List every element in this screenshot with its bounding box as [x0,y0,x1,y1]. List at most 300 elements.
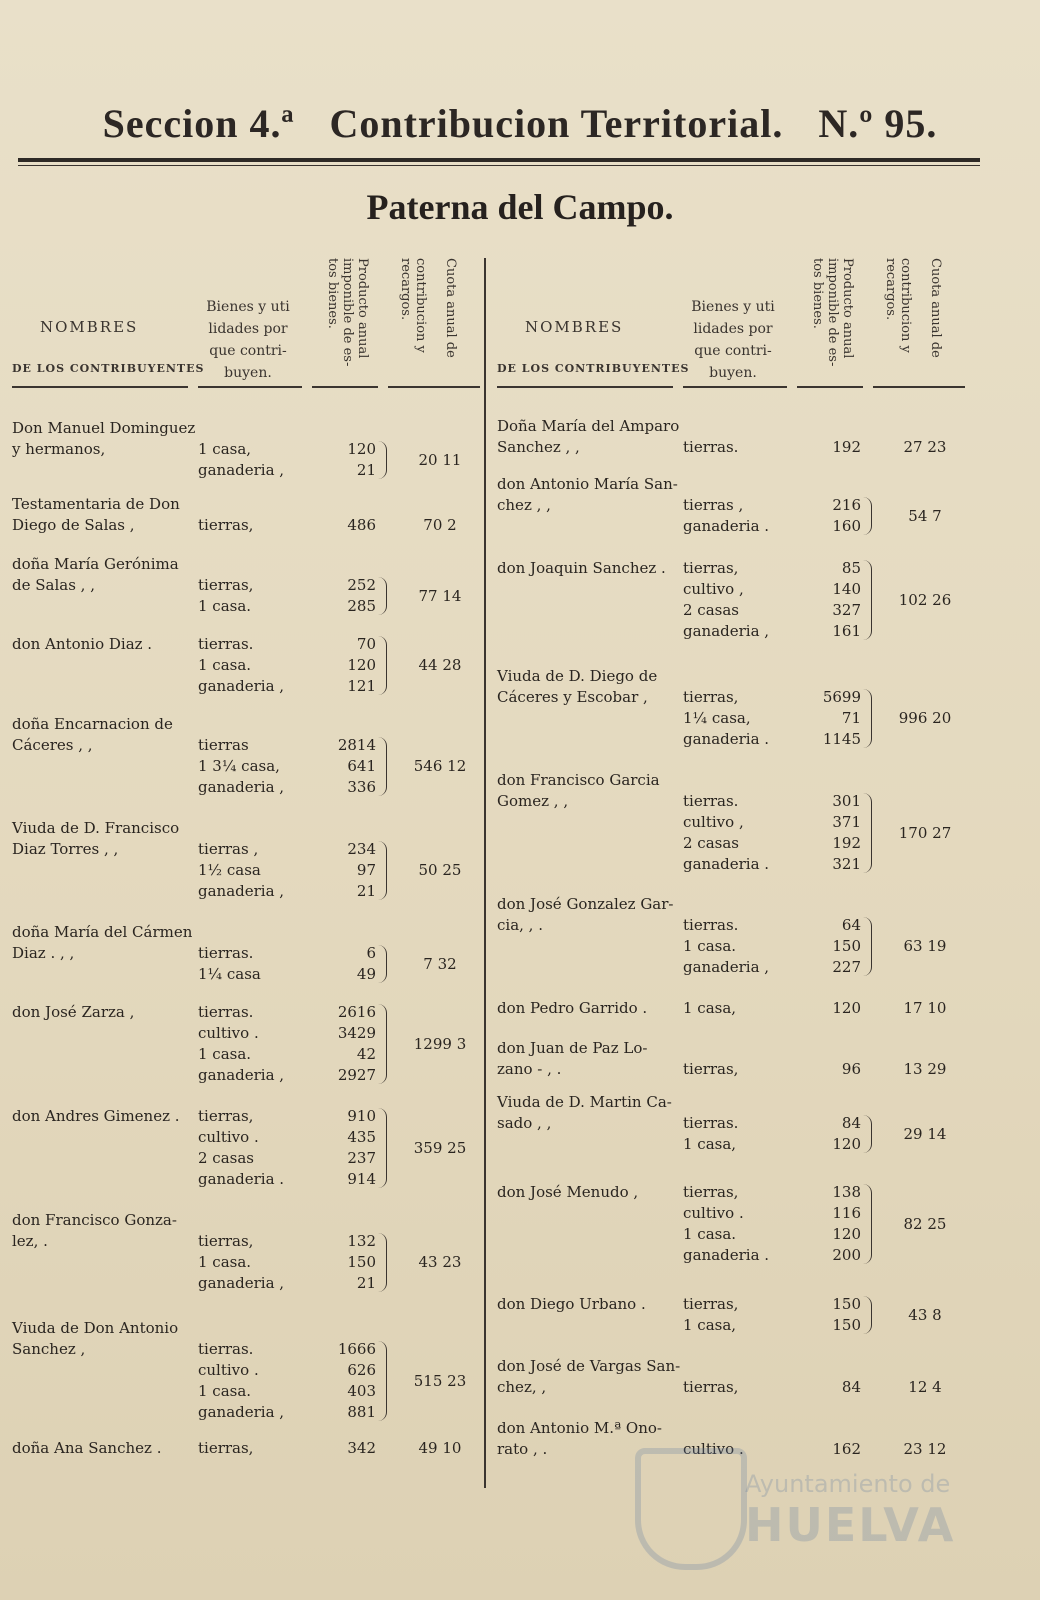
product-value: 234 [347,840,376,858]
annual-quota: 43 23 [418,1253,462,1271]
property-item: 1 casa, [683,999,737,1017]
header-underline [497,386,673,388]
product-value: 342 [347,1439,376,1457]
property-item: ganaderia . [683,730,770,748]
product-values [320,943,376,985]
grouping-brace [378,737,387,796]
property-item: 1¼ casa [198,965,261,983]
product-value: 160 [832,517,861,535]
contributor-name [12,1438,192,1459]
grouping-brace [378,945,387,983]
table-header [495,258,985,408]
property-item: tierras, [198,1439,254,1457]
product-value: 285 [347,597,376,615]
property-item: tierras. [198,635,254,653]
product-value: 2616 [337,1003,376,1021]
property-items [198,1106,318,1190]
product-values [805,1294,861,1336]
property-items [683,437,803,458]
product-value: 641 [347,757,376,775]
header-contribuyentes: DE LOS CONTRIBUYENTES [12,362,205,375]
grouping-brace [863,917,872,976]
product-values [320,1002,376,1086]
product-values [805,437,861,458]
product-value: 200 [832,1246,861,1264]
product-values [805,558,861,642]
header-rule-thin [18,165,980,166]
contributor-name [12,494,192,536]
property-items [683,915,803,978]
header-bienes-line: Bienes y uti [691,299,775,315]
contributor-name-line: don Pedro Garrido . [497,999,648,1017]
product-value: 403 [347,1382,376,1400]
grouping-brace [863,497,872,535]
property-item: tierras , [683,496,744,514]
product-value: 150 [832,1316,861,1334]
contributor-name [12,418,196,460]
product-value: 21 [356,1274,376,1292]
annual-quota: 27 23 [903,438,947,456]
header-nombres: NOMBRES [525,318,624,336]
property-item: ganaderia , [683,958,770,976]
product-value: 120 [347,656,376,674]
product-value: 116 [832,1204,861,1222]
product-values [320,839,376,902]
property-item: ganaderia , [198,677,285,695]
contributor-name [497,666,677,708]
annual-quota: 43 8 [908,1305,942,1324]
property-item: 1 casa, [683,1316,737,1334]
contributor-name-line: Viuda de D. Diego de [497,667,658,685]
property-item: 2 casas [683,601,739,619]
product-value: 161 [832,622,861,640]
product-value: 70 [356,635,376,653]
product-value: 910 [347,1107,376,1125]
header-contribucion: contribucion y recargos. [398,258,428,353]
grouping-brace [863,689,872,748]
grouping-brace [378,441,387,479]
contributor-name-line: don José Zarza , [12,1003,135,1021]
contributor-name [12,1106,192,1127]
contributor-name-line: doña María del Cármen [12,923,193,941]
property-item: 1¼ casa, [683,709,751,727]
contributor-name-line: doña María Gerónima [12,555,179,573]
contributor-name [12,1002,192,1023]
contributor-name-line: Diaz Torres , , [12,840,119,858]
property-items [198,1231,318,1294]
property-items [198,634,318,697]
contributor-name [497,998,677,1019]
contributor-name-line: Cáceres y Escobar , [497,688,648,706]
annual-quota: 13 29 [903,1060,947,1078]
header-underline [388,386,480,388]
product-value: 914 [347,1170,376,1188]
property-items [683,495,803,537]
product-value: 120 [832,1135,861,1153]
product-values [805,1059,861,1080]
header-contribuyentes: DE LOS CONTRIBUYENTES [497,362,690,375]
contributor-name-line: Viuda de D. Martin Ca- [497,1093,672,1111]
product-value: 150 [347,1253,376,1271]
contributor-name-line: cia, , . [497,916,543,934]
annual-quota: 63 19 [903,937,947,955]
property-item: 1 casa. [198,656,252,674]
product-value: 120 [347,440,376,458]
property-items [198,1339,318,1423]
product-values [805,791,861,875]
header-bienes [198,296,298,384]
table-header [10,258,500,408]
annual-quota: 170 27 [898,823,952,842]
contributor-name [497,474,677,516]
header-bienes-line: lidades por [208,321,288,337]
contributor-name-line: don Antonio Diaz . [12,635,153,653]
contributor-name-line: y hermanos, [12,440,106,458]
property-item: tierras, [683,1060,739,1078]
product-value: 84 [841,1378,861,1396]
contributor-name-line: don Andres Gimenez . [12,1107,180,1125]
header-bienes-line: que contri- [694,343,772,359]
header-underline [12,386,188,388]
contributor-name-line: Cáceres , , [12,736,93,754]
property-item: ganaderia , [198,1403,285,1421]
property-items [683,1113,803,1155]
section-label: Seccion 4.ª [102,101,295,146]
contributor-name [12,818,192,860]
grouping-brace [378,1004,387,1084]
product-value: 301 [832,792,861,810]
property-item: tierras, [198,1232,254,1250]
property-item: 1 casa. [683,937,737,955]
product-value: 21 [356,882,376,900]
property-item: 1½ casa [198,861,261,879]
property-item: ganaderia . [198,1170,285,1188]
header-underline [683,386,787,388]
coat-of-arms-icon [635,1448,747,1570]
contributor-name-line: don Francisco Gonza- [12,1211,177,1229]
contributor-name-line: don Antonio María San- [497,475,678,493]
contributor-name-line: don José de Vargas San- [497,1357,681,1375]
contributor-name [497,1294,677,1315]
header-rule-thick [18,158,980,162]
property-items [198,839,318,902]
header-producto: Producto anual imponible de es- tos bienes. [325,258,370,367]
contributor-name [497,770,677,812]
left-table [10,258,500,1498]
property-item: tierras. [683,916,739,934]
product-values [320,1438,376,1459]
property-item: tierras, [683,1295,739,1313]
contributor-name [12,554,192,596]
header-bienes [683,296,783,384]
product-value: 2814 [337,736,376,754]
contributor-name-line: Diego de Salas , [12,516,135,534]
contributor-name [497,558,677,579]
contributor-name-line: rato , . [497,1440,548,1458]
property-item: ganaderia . [683,1246,770,1264]
property-items [683,687,803,750]
property-item: ganaderia , [683,622,770,640]
header-underline [797,386,863,388]
product-value: 120 [832,999,861,1017]
property-items [683,998,803,1019]
header-underline [873,386,965,388]
contributor-name-line: don Diego Urbano . [497,1295,646,1313]
property-items [683,1294,803,1336]
grouping-brace [378,577,387,615]
header-bienes-line: Bienes y uti [206,299,290,315]
product-values [320,439,376,481]
product-values [805,1377,861,1398]
property-item: tierras, [198,576,254,594]
contributor-name [12,922,192,964]
annual-quota: 82 25 [903,1214,947,1233]
contributor-name [497,1092,677,1134]
right-table [495,258,985,1498]
product-value: 3429 [337,1024,376,1042]
header-bienes-line: buyen. [224,365,272,381]
product-values [805,1182,861,1266]
product-value: 227 [832,958,861,976]
contributor-name-line: don José Menudo , [497,1183,639,1201]
contributor-name [497,1356,681,1398]
section-number: N.º 95. [818,101,938,146]
product-value: 327 [832,601,861,619]
contributor-name-line: doña Encarnacion de [12,715,173,733]
header-cuota: Cuota anual de [443,258,458,358]
grouping-brace [863,1115,872,1153]
product-value: 120 [832,1225,861,1243]
grouping-brace [378,1233,387,1292]
property-items [198,943,318,985]
contributor-name [12,714,192,756]
property-item: 1 casa, [198,440,252,458]
product-value: 371 [832,813,861,831]
grouping-brace [378,841,387,900]
contributor-name-line: Diaz . , , [12,944,75,962]
annual-quota: 17 10 [903,999,947,1017]
property-item: cultivo . [683,1204,744,1222]
watermark-line1: Ayuntamiento de [745,1470,951,1498]
property-item: ganaderia . [683,517,770,535]
property-items [683,1182,803,1266]
contributor-name [497,416,680,458]
annual-quota: 1299 3 [413,1034,467,1053]
annual-quota: 29 14 [903,1124,947,1143]
product-value: 216 [832,496,861,514]
header-producto: Producto anual imponible de es- tos bienes. [810,258,855,367]
product-value: 486 [347,516,376,534]
annual-quota: 49 10 [418,1439,462,1457]
column-divider [484,258,486,1488]
property-items [198,515,318,536]
product-value: 42 [356,1045,376,1063]
grouping-brace [378,636,387,695]
grouping-brace [378,1341,387,1421]
contributor-name-line: Sanchez , [12,1340,86,1358]
product-value: 138 [832,1183,861,1201]
product-value: 2927 [337,1066,376,1084]
section-title: Contribucion Territorial. [329,101,784,146]
contributor-name-line: Sanchez , , [497,438,580,456]
product-values [805,687,861,750]
property-item: tierras. [683,1114,739,1132]
town-title: Paterna del Campo. [366,187,674,227]
annual-quota: 102 26 [898,590,952,609]
property-items [198,439,318,481]
property-items [198,575,318,617]
contributor-name-line: Testamentaria de Don [12,495,180,513]
product-value: 132 [347,1232,376,1250]
annual-quota: 12 4 [908,1378,942,1396]
property-items [683,1059,803,1080]
property-items [683,791,803,875]
annual-quota: 23 12 [903,1440,947,1458]
product-value: 626 [347,1361,376,1379]
property-item: cultivo , [683,580,744,598]
annual-quota: 20 11 [418,450,462,469]
product-value: 85 [841,559,861,577]
annual-quota: 50 25 [418,861,462,879]
product-value: 84 [841,1114,861,1132]
property-item: tierras. [683,438,739,456]
product-values [320,735,376,798]
section-header [0,100,1040,147]
product-value: 192 [832,438,861,456]
header-bienes-line: buyen. [709,365,757,381]
annual-quota: 44 28 [418,656,462,674]
contributor-name-line: lez, . [12,1232,48,1250]
property-item: tierras. [683,792,739,810]
product-value: 97 [356,861,376,879]
annual-quota: 70 2 [423,516,457,534]
header-cuota: Cuota anual de [928,258,943,358]
header-bienes-line: que contri- [209,343,287,359]
product-values [805,915,861,978]
property-item: tierras, [683,559,739,577]
contributor-name [497,1182,677,1203]
product-values [320,515,376,536]
annual-quota: 7 32 [423,954,457,973]
property-item: 1 3¼ casa, [198,757,280,775]
contributor-name-line: don Antonio M.ª Ono- [497,1419,662,1437]
property-item: tierras , [198,840,259,858]
property-item: 1 casa. [198,1045,252,1063]
property-item: 2 casas [198,1149,254,1167]
contributor-name-line: don José Gonzalez Gar- [497,895,674,913]
property-item: cultivo , [683,813,744,831]
product-value: 435 [347,1128,376,1146]
property-item: cultivo . [198,1024,259,1042]
product-value: 192 [832,834,861,852]
grouping-brace [863,1184,872,1264]
property-item: cultivo . [683,1440,744,1458]
annual-quota: 546 12 [413,757,467,775]
product-values [805,998,861,1019]
product-value: 150 [832,937,861,955]
property-item: tierras [198,736,249,754]
property-item: tierras. [198,1003,254,1021]
product-value: 881 [347,1403,376,1421]
watermark-line2: HUELVA [745,1498,956,1552]
header-bienes-line: lidades por [693,321,773,337]
property-item: ganaderia . [683,855,770,873]
property-item: tierras, [683,1183,739,1201]
product-value: 71 [841,709,861,727]
property-item: tierras. [198,1340,254,1358]
product-value: 140 [832,580,861,598]
product-value: 237 [347,1149,376,1167]
property-item: tierras, [683,1378,739,1396]
header-nombres: NOMBRES [40,318,139,336]
product-value: 21 [356,461,376,479]
product-value: 321 [832,855,861,873]
property-item: ganaderia , [198,882,285,900]
property-items [198,1438,318,1459]
contributor-name-line: Doña María del Amparo [497,417,680,435]
contributor-name-line: doña Ana Sanchez . [12,1439,162,1457]
header-contribucion: contribucion y recargos. [883,258,913,353]
product-value: 49 [356,965,376,983]
product-value: 1145 [822,730,861,748]
property-item: cultivo . [198,1128,259,1146]
property-item: 2 casas [683,834,739,852]
annual-quota: 54 7 [908,506,942,525]
product-values [320,1231,376,1294]
contributor-name-line: don Francisco Garcia [497,771,660,789]
property-items [683,558,803,642]
annual-quota: 996 20 [898,709,952,727]
property-items [198,735,318,798]
product-values [805,495,861,537]
property-item: 1 casa. [683,1225,737,1243]
product-values [320,1106,376,1190]
annual-quota: 515 23 [413,1371,467,1390]
property-item: tierras. [198,944,254,962]
contributor-name-line: zano - , . [497,1060,562,1078]
contributor-name-line: Viuda de D. Francisco [12,819,180,837]
property-items [683,1377,803,1398]
contributor-name [12,1318,192,1360]
product-values [320,634,376,697]
grouping-brace [863,793,872,873]
grouping-brace [863,1296,872,1334]
property-item: 1 casa, [683,1135,737,1153]
product-value: 162 [832,1440,861,1458]
product-value: 336 [347,778,376,796]
header-underline [198,386,302,388]
contributor-name-line: chez, , [497,1378,547,1396]
contributor-name [12,1210,192,1252]
product-value: 252 [347,576,376,594]
product-value: 5699 [822,688,861,706]
product-values [320,575,376,617]
contributor-name-line: Viuda de Don Antonio [12,1319,179,1337]
property-item: 1 casa. [198,1382,252,1400]
property-item: tierras, [198,516,254,534]
contributor-name-line: Don Manuel Dominguez [12,419,196,437]
annual-quota: 77 14 [418,586,462,605]
product-value: 64 [841,916,861,934]
property-item: tierras, [198,1107,254,1125]
contributor-name-line: don Joaquin Sanchez . [497,559,666,577]
contributor-name-line: don Juan de Paz Lo- [497,1039,648,1057]
grouping-brace [378,1108,387,1188]
property-item: ganaderia , [198,1066,285,1084]
product-value: 96 [841,1060,861,1078]
annual-quota: 359 25 [413,1138,467,1157]
contributor-name-line: de Salas , , [12,576,95,594]
